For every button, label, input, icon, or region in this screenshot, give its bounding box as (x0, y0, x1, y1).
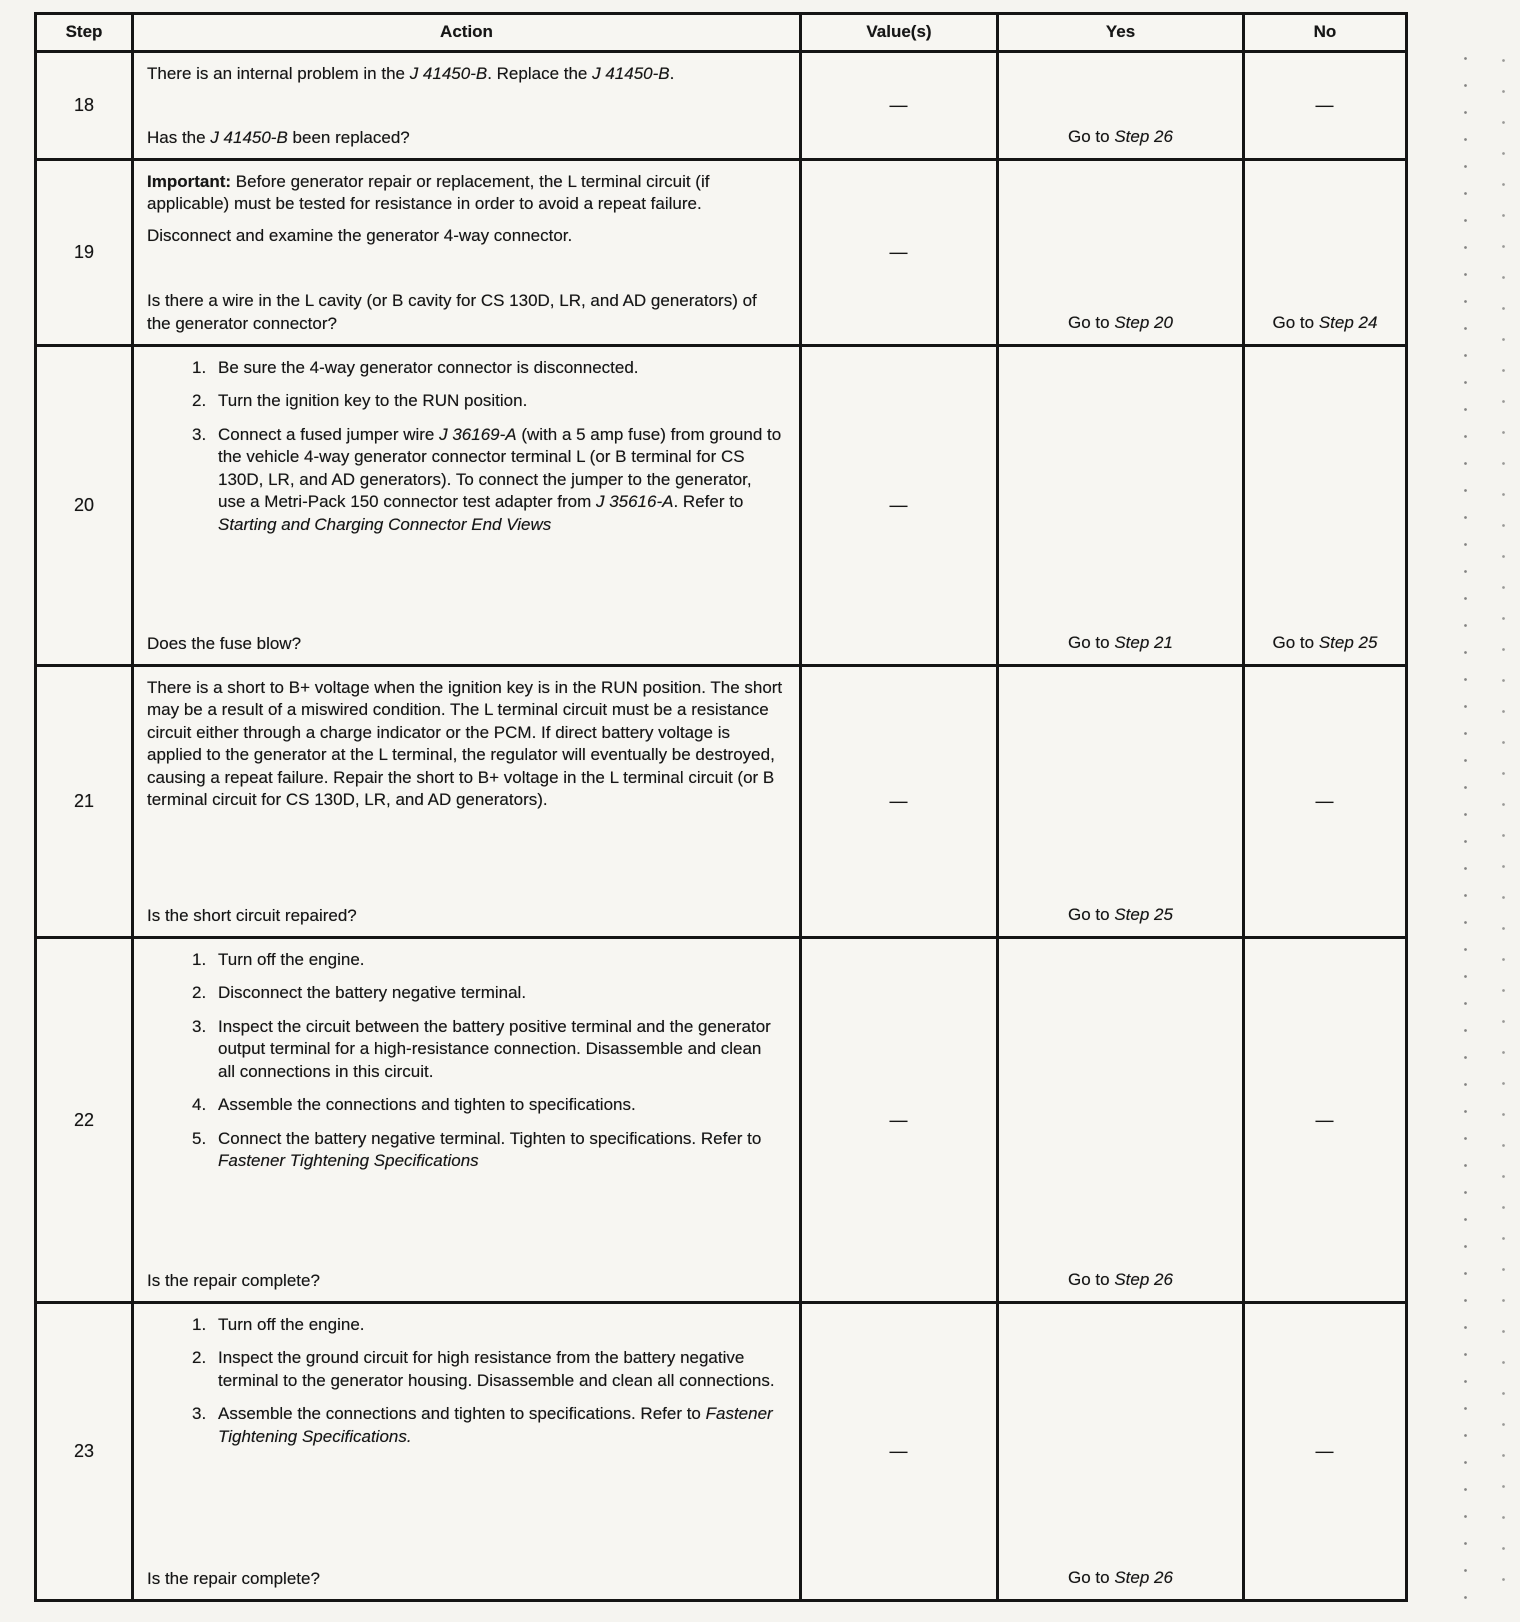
action-list-item (147, 949, 783, 971)
no-cell: — (1315, 1109, 1335, 1130)
list-number: 2. (192, 983, 207, 1003)
action-question: Is there a wire in the L cavity (or B cavity for CS 130D, LR, and AD generators) of the generator connector? (147, 291, 757, 333)
no-cell (1245, 347, 1405, 664)
action-cell (134, 53, 802, 158)
action-paragraph: There is a short to B+ voltage when the ignition key is in the RUN position. The short may be a result of a miswired condition. The L terminal circuit must be a resistance circuit either through a charge indicator or the PCM. If direct battery voltage is applied to the generator at the L terminal, the regulator will eventually be destroyed, causing a repeat failure. Repair the short to B+ voltage in the L terminal circuit (or B terminal circuit for CS 130D, LR, and AD generators). (147, 678, 783, 810)
action-list-item (147, 390, 783, 412)
list-item-text: Turn off the engine. (218, 1315, 365, 1334)
action-paragraph: There is an internal problem in the J 41450-B. Replace the J 41450-B. (147, 64, 675, 83)
goto-text: Go to Step 24 (1272, 313, 1378, 332)
action-content (147, 1314, 783, 1448)
action-paragraph: Disconnect and examine the generator 4-way connector. (147, 225, 573, 245)
list-number: 1. (192, 1315, 207, 1334)
diagnostic-table (34, 12, 1408, 1602)
action-cell (134, 161, 802, 344)
no-cell: — (1315, 95, 1335, 115)
action-question: Is the repair complete? (147, 1568, 320, 1588)
action-content (147, 949, 783, 1173)
list-number: 2. (192, 1348, 207, 1368)
step-number: 23 (37, 1304, 134, 1599)
action-list-item (147, 1403, 783, 1448)
header-values: Value(s) (802, 15, 999, 50)
value-cell: — (802, 53, 999, 158)
action-cell (134, 1304, 802, 1599)
goto-text: Go to Step 26 (1068, 1568, 1173, 1587)
goto-text: Go to Step 26 (1068, 1270, 1173, 1289)
action-question: Does the fuse blow? (147, 633, 302, 653)
list-item-text: Be sure the 4-way generator connector is disconnected. (218, 358, 639, 377)
action-paragraph: Important: Before generator repair or replacement, the L terminal circuit (if applicable) must be tested for resistance in order to avoid a repeat failure. (147, 172, 710, 214)
list-item-text: Assemble the connections and tighten to specifications. (218, 1095, 636, 1115)
list-number: 1. (192, 950, 207, 969)
list-number: 1. (192, 358, 207, 377)
list-item-text: Turn the ignition key to the RUN position. (218, 391, 528, 411)
action-list-item (147, 1128, 783, 1173)
yes-cell (999, 939, 1245, 1301)
list-item-text: Connect the battery negative terminal. Tighten to specifications. Refer to Fastener Tightening Specifications (218, 1128, 762, 1171)
value-cell: — (802, 939, 999, 1301)
action-list-item (147, 982, 783, 1004)
no-cell (1245, 161, 1405, 344)
list-item-text: Inspect the circuit between the battery positive terminal and the generator output terminal for a high-resistance connection. Disassemble and clean all connections in this circuit. (218, 1016, 771, 1081)
yes-cell (999, 53, 1245, 158)
action-list-item (147, 1094, 783, 1116)
action-content (147, 63, 783, 85)
list-number: 5. (192, 1128, 207, 1148)
header-no: No (1313, 22, 1337, 41)
table-body (37, 50, 1405, 1599)
no-cell: — (1315, 791, 1335, 811)
action-cell (134, 347, 802, 664)
goto-text: Go to Step 20 (1068, 313, 1173, 332)
list-item-text: Inspect the ground circuit for high resistance from the battery negative terminal to the generator housing. Disassemble and clean all connections. (218, 1348, 775, 1390)
action-list-item (147, 1314, 783, 1336)
list-item-text: Assemble the connections and tighten to specifications. Refer to Fastener Tightening Specifications. (218, 1404, 773, 1446)
goto-text: Go to Step 21 (1068, 633, 1173, 652)
action-content (147, 357, 783, 536)
no-cell: — (1315, 1441, 1335, 1461)
action-question: Has the J 41450-B been replaced? (147, 127, 410, 147)
list-item-text: Turn off the engine. (218, 950, 365, 969)
value-cell: — (802, 667, 999, 936)
list-number: 4. (192, 1095, 207, 1115)
action-cell (134, 667, 802, 936)
header-step: Step (37, 15, 134, 50)
header-action: Action (134, 15, 802, 50)
scan-artifact-dots (1463, 45, 1468, 1605)
value-cell: — (802, 161, 999, 344)
yes-cell (999, 1304, 1245, 1599)
list-number: 2. (192, 391, 207, 411)
yes-cell (999, 667, 1245, 936)
action-content (147, 677, 783, 812)
action-content (147, 171, 783, 247)
table-row (37, 158, 1405, 344)
step-number: 18 (37, 53, 134, 158)
action-question: Is the short circuit repaired? (147, 905, 357, 925)
list-item-text: Connect a fused jumper wire J 36169-A (with a 5 amp fuse) from ground to the vehicle 4-way generator connector terminal L (or B terminal for CS 130D, LR, and AD generators). To connect the jumper to the generator, use a Metri-Pack 150 connector test adapter from J 35616-A. Refer to Starting and Charging Connector End Views (218, 424, 782, 534)
yes-cell (999, 161, 1245, 344)
table-row (37, 1301, 1405, 1599)
action-list-item (147, 1347, 783, 1392)
step-number: 19 (37, 161, 134, 344)
action-list-item (147, 357, 783, 379)
list-number: 3. (192, 1404, 207, 1424)
list-item-text: Disconnect the battery negative terminal. (218, 983, 527, 1003)
action-question: Is the repair complete? (147, 1270, 320, 1290)
action-list-item (147, 424, 783, 536)
table-row (37, 50, 1405, 158)
value-cell: — (802, 1304, 999, 1599)
scan-artifact-dots (1501, 45, 1506, 1605)
table-header-row (37, 15, 1405, 50)
action-list-item (147, 1016, 783, 1083)
header-yes: Yes (999, 15, 1245, 50)
table-row (37, 344, 1405, 664)
goto-text: Go to Step 25 (1272, 633, 1378, 652)
step-number: 21 (37, 667, 134, 936)
list-number: 3. (192, 424, 207, 444)
step-number: 20 (37, 347, 134, 664)
yes-cell (999, 347, 1245, 664)
goto-text: Go to Step 26 (1068, 127, 1173, 146)
table-row (37, 936, 1405, 1301)
value-cell: — (802, 347, 999, 664)
action-cell (134, 939, 802, 1301)
step-number: 22 (37, 939, 134, 1301)
goto-text: Go to Step 25 (1068, 905, 1173, 924)
list-number: 3. (192, 1016, 207, 1036)
table-row (37, 664, 1405, 936)
